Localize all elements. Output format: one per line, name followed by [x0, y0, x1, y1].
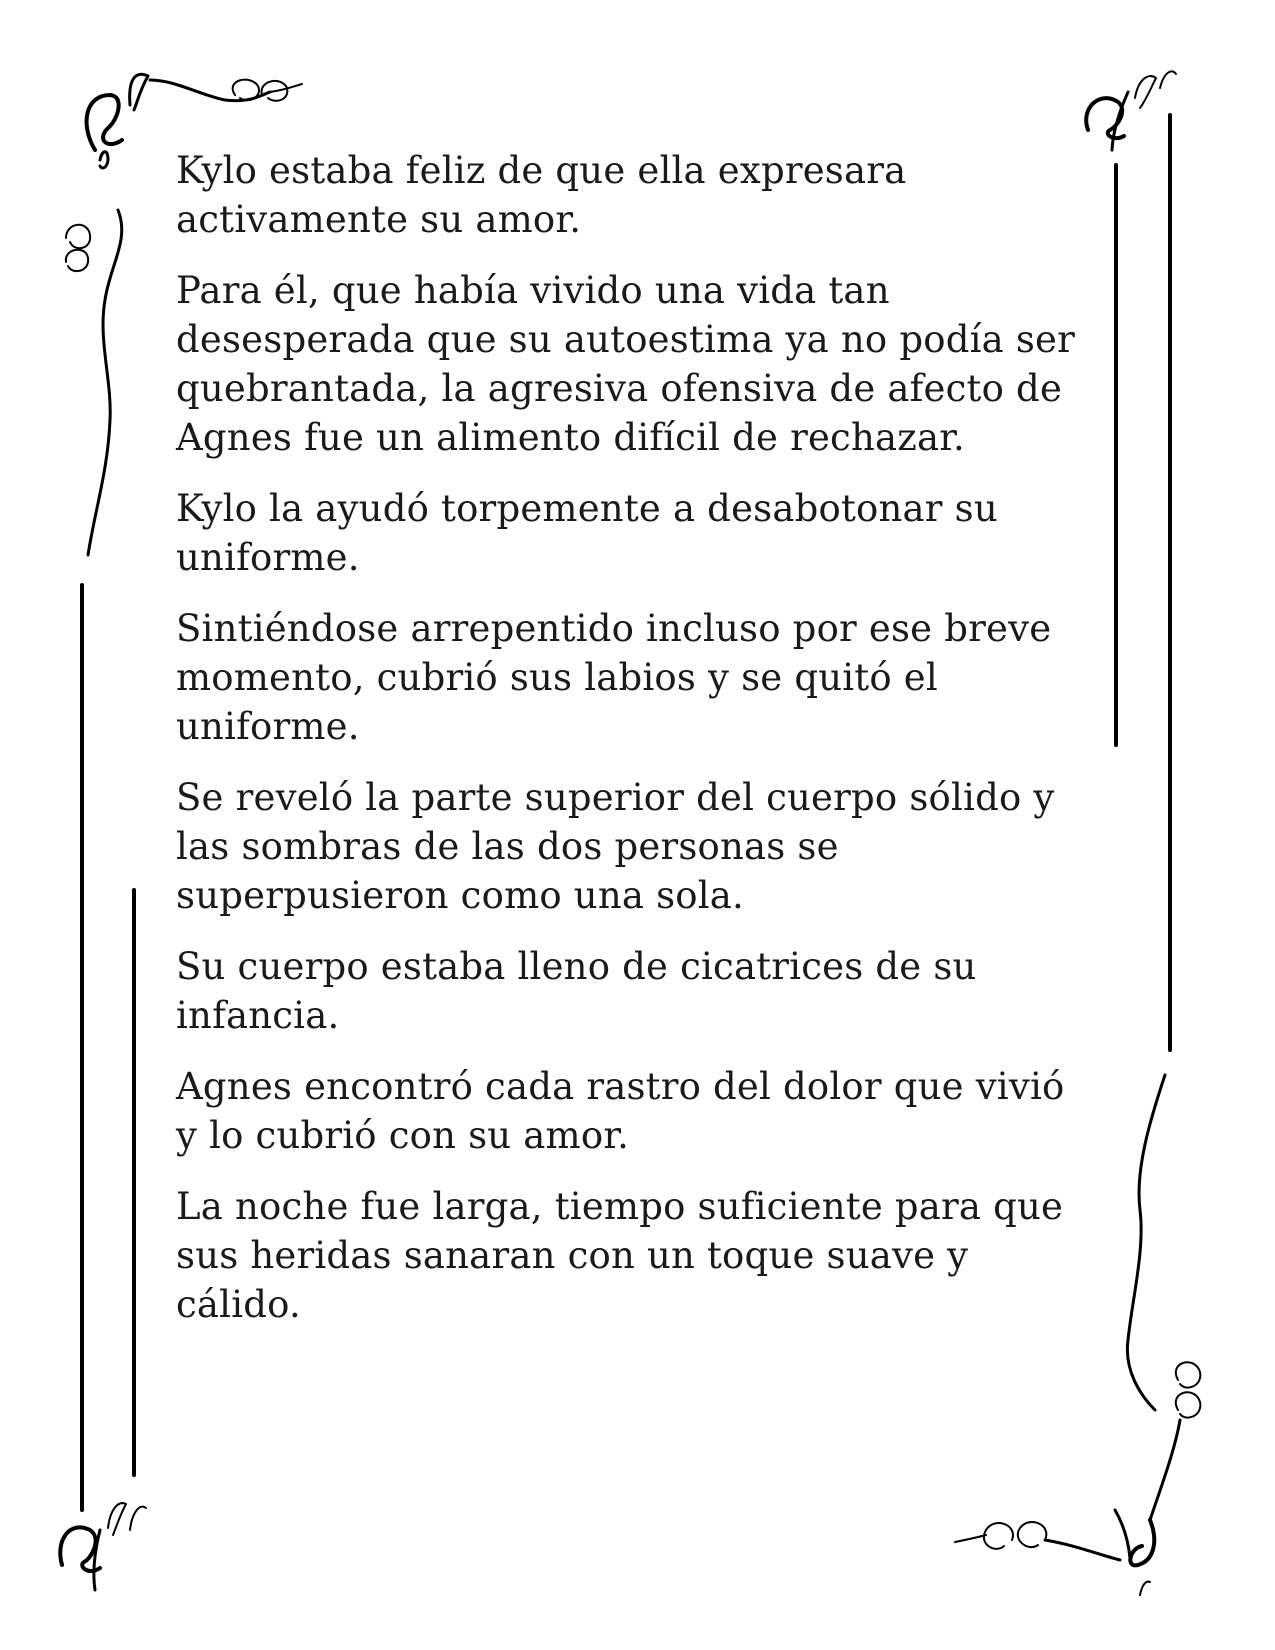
paragraph-2: Para él, que había vivido una vida tan desesperada que su autoestima ya no podía ser quebrantada, la agresiva ofensiva de afecto de Agnes fue un alimento difícil de rechazar.	[176, 269, 1076, 459]
bottom-left-flourish	[60, 1503, 146, 1590]
paragraph-5: Se reveló la parte superior del cuerpo sólido y las sombras de las dos personas se superpusieron como una sola.	[176, 776, 1055, 917]
top-right-flourish	[1086, 71, 1176, 150]
story-text	[176, 146, 1096, 1351]
paragraph-1: Kylo estaba feliz de que ella expresara activamente su amor.	[176, 149, 907, 241]
paragraph-4: Sintiéndose arrepentido incluso por ese breve momento, cubrió sus labios y se quitó el uniforme.	[176, 607, 1052, 748]
paragraph-7: Agnes encontró cada rastro del dolor que vivió y lo cubrió con su amor.	[176, 1065, 1065, 1157]
paragraph-3: Kylo la ayudó torpemente a desabotonar su uniforme.	[176, 487, 998, 579]
paragraph-6: Su cuerpo estaba lleno de cicatrices de su infancia.	[176, 945, 977, 1037]
paragraph-8: La noche fue larga, tiempo suficiente para que sus heridas sanaran con un toque suave y cálido.	[176, 1185, 1064, 1326]
